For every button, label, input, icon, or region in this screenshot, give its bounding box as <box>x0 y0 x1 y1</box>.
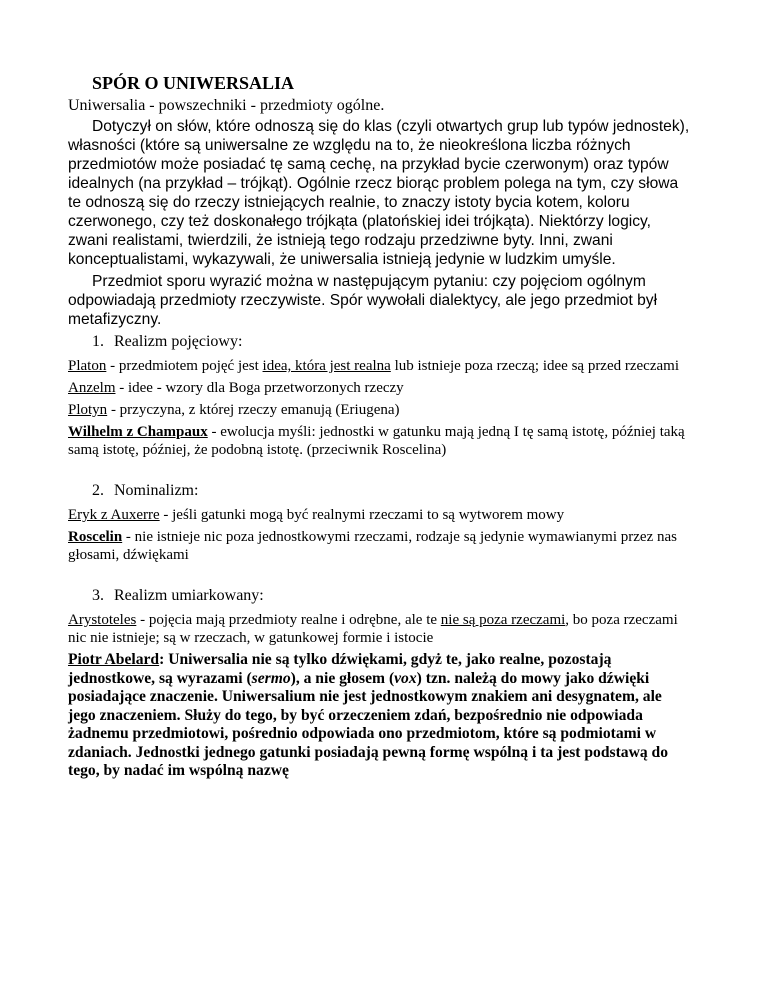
entry-arystoteles <box>68 611 692 647</box>
section-3-heading <box>92 586 692 605</box>
entry-text: : Uniwersalia nie są tylko dźwiękami, gdyż te, jako realne, pozostają jednostkowe, są wyrazami ( <box>68 651 612 687</box>
paragraph-1 <box>68 117 692 269</box>
entry-text: - nie istnieje nic poza jednostkowymi rzeczami, rodzaje są jedynie wymawianymi przez nas głosami, dźwiękami <box>68 529 677 563</box>
entry-roscelin <box>68 528 692 564</box>
entry-text: - pojęcia mają przedmioty realne i odrębne, ale te <box>136 612 441 628</box>
entry-text: - przyczyna, z której rzeczy emanują (Eriugena) <box>107 402 400 418</box>
section-2-title: Nominalizm: <box>114 482 199 499</box>
entry-name: Eryk z Auxerre <box>68 507 160 523</box>
entry-eryk <box>68 506 692 524</box>
entry-wilhelm <box>68 423 692 459</box>
section-2-heading <box>92 481 692 500</box>
subtitle: Uniwersalia - powszechniki - przedmioty ogólne. <box>68 97 385 114</box>
entry-name: Roscelin <box>68 529 123 545</box>
entry-name: Platon <box>68 358 107 374</box>
entry-text: , bo poza rzeczami nic nie istnieje; są w rzeczach, w gatunkowej formie i istocie <box>68 612 678 646</box>
section-3-number: 3. <box>92 587 104 604</box>
paragraph-2: Przedmiot sporu wyrazić można w następującym pytaniu: czy pojęciom ogólnym odpowiadają przedmioty rzeczywiste. Spór wywołali dialektycy, ale jego przedmiot był metafizyczny. <box>68 273 658 328</box>
spacer <box>68 568 692 586</box>
entry-text: lub istnieje poza rzeczą; idee są przed rzeczami <box>390 358 679 374</box>
entry-name: Arystoteles <box>68 612 137 628</box>
entry-italic-term: sermo <box>251 669 291 687</box>
entry-platon <box>68 357 692 375</box>
entry-name: Wilhelm z Champaux <box>68 424 208 440</box>
entry-text: - przedmiotem pojęć jest <box>106 358 263 374</box>
entry-text: ), a nie głosem ( <box>290 669 395 687</box>
entry-abelard <box>68 651 692 781</box>
entry-text: - ewolucja myśli: jednostki w gatunku mają jedną I tę samą istotę, później taką samą istotę, później, że podobną istotę. (przeciwnik Roscelina) <box>68 424 685 458</box>
entry-underlined-text: idea, która jest realna <box>262 358 391 374</box>
entry-anzelm <box>68 379 692 397</box>
page-title: SPÓR O UNIWERSALIA <box>92 73 295 93</box>
entry-text: ) tzn. należą do mowy jako dźwięki posiadające znaczenie. Uniwersalium nie jest jednostkowym znakiem ani desygnatem, ale jego znaczeniem. Służy do tego, by być orzeczeniem zdań, bezpośrednio nie odpowiada żadnemu przedmiotowi, pośrednio odpowiada ono przedmiotom, które są podmiotami w zdaniach. Jednostki jednego gatunki posiadają pewną formę wspólną i ta jest podstawą do tego, by nadać im wspólną nazwę <box>68 669 669 779</box>
entry-name: Anzelm <box>68 380 116 396</box>
paragraph-1-part-3: Ogólnie rzecz biorąc problem polega na tym, czy słowa te odnoszą się do rzeczy istniejących realnie, to znaczy istoty bycia kotem, koloru czerwonego, czy też doskonałego trójkąta (platońskiej idei trójkąta). Niektórzy logicy, zwani realistami, twierdzili, że istnieją tego rodzaju przedziwne byty. Inni, zwani konceptualistami, wykazywali, że uniwersalia istnieją jedynie w ludzkim umyśle. <box>68 175 679 268</box>
entry-text: - idee - wzory dla Boga przetworzonych rzeczy <box>115 380 404 396</box>
section-2-number: 2. <box>92 482 104 499</box>
section-3-title: Realizm umiarkowany: <box>114 587 264 604</box>
entry-name: Plotyn <box>68 402 108 418</box>
entry-italic-term: vox <box>394 669 417 687</box>
section-1-title: Realizm pojęciowy: <box>114 333 243 350</box>
section-1-heading <box>92 332 692 351</box>
entry-plotyn <box>68 401 692 419</box>
spacer <box>68 463 692 481</box>
entry-text: - jeśli gatunki mogą być realnymi rzeczami to są wytworem mowy <box>159 507 565 523</box>
paragraph-1-part-2: różnych przedmiotów może posiadać tę samą cechę, na przykład bycie czerwonym) oraz typów idealnych (na przykład – trójkąt). <box>68 137 669 192</box>
entry-underlined-text: nie są poza rzeczami <box>440 612 566 628</box>
entry-name: Piotr Abelard <box>68 651 160 668</box>
section-1-number: 1. <box>92 333 104 350</box>
paragraph-1-part-1: Dotyczył on słów, które odnoszą się do klas (czyli otwartych grup lub typów jednostek), własności (które są uniwersalne ze względu na to, że nieokreślona liczba <box>68 118 690 154</box>
